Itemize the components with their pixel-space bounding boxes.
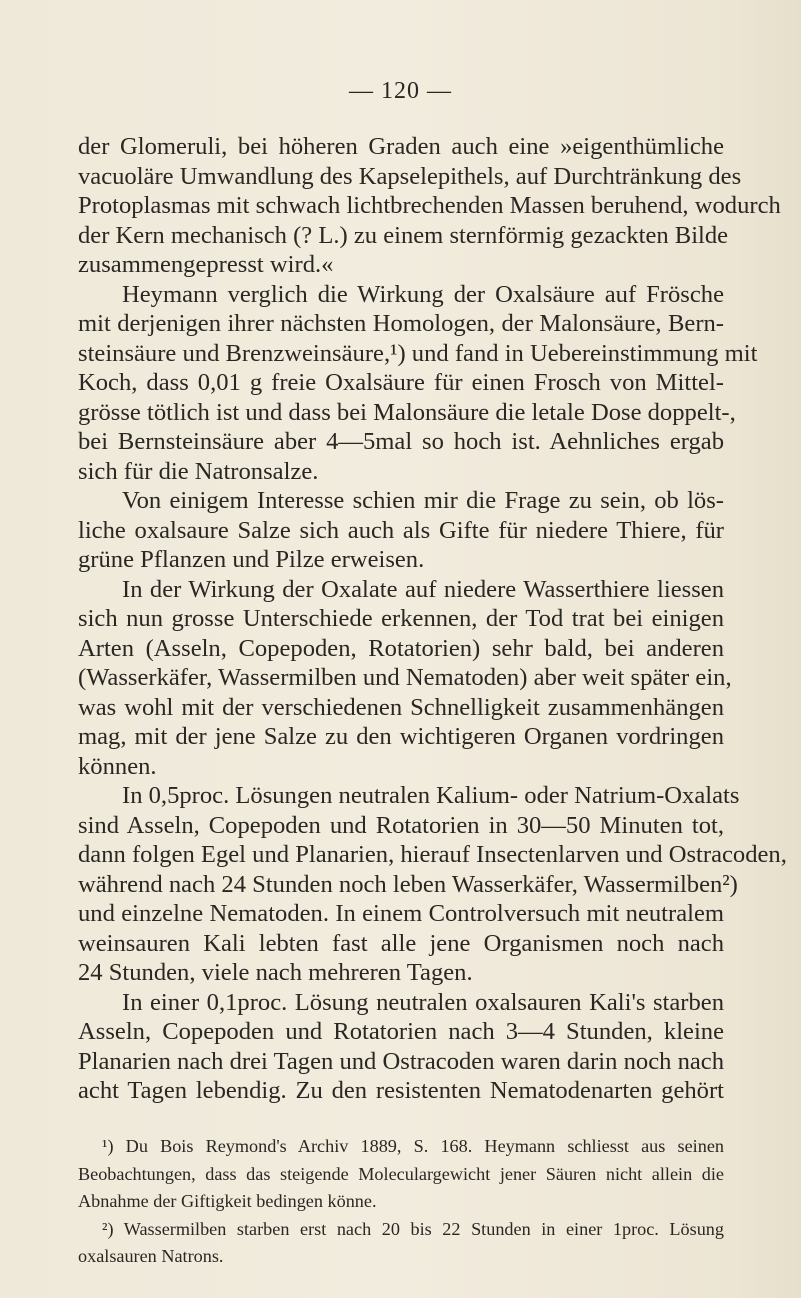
text-line: können.: [78, 752, 157, 780]
text-line: was wohl mit der verschiedenen Schnelligkeit zusammenhängen: [78, 693, 724, 721]
text-line: der Glomeruli, bei höheren Graden auch eine »eigenthümliche: [78, 133, 724, 160]
text-line: acht Tagen lebendig. Zu den resistenten Nematodenarten gehört: [78, 1077, 724, 1104]
text-line: In der Wirkung der Oxalate auf niedere Wasserthiere liessen: [122, 575, 724, 603]
text-line: bei Bernsteinsäure aber 4—5mal so hoch ist. Aehnliches ergab: [78, 428, 724, 455]
text-line: der Kern mechanisch (? L.) zu einem sternförmig gezackten Bilde: [78, 221, 729, 249]
text-line: Heymann verglich die Wirkung der Oxalsäure auf Frösche: [122, 280, 724, 308]
footnote-line: ²) Wassermilben starben erst nach 20 bis 22 Stunden in einer 1proc. Lösung: [102, 1218, 724, 1239]
text-line: vacuoläre Umwandlung des Kapselepithels, auf Durchtränkung des: [78, 162, 742, 190]
text-line: sich nun grosse Unterschiede erkennen, der Tod trat bei einigen: [78, 605, 724, 632]
footnote-line: ¹) Du Bois Reymond's Archiv 1889, S. 168. Heymann schliesst aus seinen: [102, 1136, 724, 1156]
text-line: zusammengepresst wird.«: [78, 251, 334, 278]
text-line: In einer 0,1proc. Lösung neutralen oxalsauren Kali's starben: [122, 988, 724, 1016]
text-line: liche oxalsaure Salze sich auch als Gifte für niedere Thiere, für: [78, 516, 724, 544]
text-line: mit derjenigen ihrer nächsten Homologen, der Malonsäure, Bern-: [78, 310, 724, 337]
text-line: steinsäure und Brenzweinsäure,¹) und fand in Uebereinstimmung mit: [78, 339, 758, 367]
text-line: Arten (Asseln, Copepoden, Rotatorien) sehr bald, bei anderen: [78, 634, 724, 662]
main-text: [78, 132, 787, 1106]
footnote-line: oxalsauren Natrons.: [78, 1246, 224, 1266]
text-line: 24 Stunden, viele nach mehreren Tagen.: [78, 959, 473, 986]
text-line: Planarien nach drei Tagen und Ostracoden waren darin noch nach: [78, 1047, 724, 1075]
text-line: dann folgen Egel und Planarien, hierauf Insectenlarven und Ostracoden,: [78, 841, 787, 868]
text-line: sich für die Natronsalze.: [78, 457, 319, 485]
text-line: Asseln, Copepoden und Rotatorien nach 3—4 Stunden, kleine: [78, 1018, 724, 1045]
text-line: Von einigem Interesse schien mir die Frage zu sein, ob lös-: [122, 487, 724, 514]
text-line: grüne Pflanzen und Pilze erweisen.: [78, 546, 425, 573]
text-line: und einzelne Nematoden. In einem Controlversuch mit neutralem: [78, 900, 724, 927]
text-line: (Wasserkäfer, Wassermilben und Nematoden) aber weit später ein,: [78, 664, 732, 691]
text-line: mag, mit der jene Salze zu den wichtigeren Organen vordringen: [78, 723, 724, 750]
text-line: grösse tötlich ist und dass bei Malonsäure die letale Dose doppelt-,: [78, 398, 736, 426]
text-line: während nach 24 Stunden noch leben Wasserkäfer, Wassermilben²): [78, 870, 738, 898]
footnote-line: Beobachtungen, dass das steigende Moleculargewicht jener Säuren nicht allein die: [78, 1163, 724, 1184]
footnote-line: Abnahme der Giftigkeit bedingen könne.: [78, 1191, 377, 1211]
text-line: Protoplasmas mit schwach lichtbrechenden Massen beruhend, wodurch: [78, 192, 781, 219]
page-number: — 120 —: [349, 78, 452, 104]
text-line: weinsauren Kali lebten fast alle jene Organismen noch nach: [78, 929, 724, 957]
text-line: Koch, dass 0,01 g freie Oxalsäure für einen Frosch von Mittel-: [78, 369, 724, 396]
text-line: sind Asseln, Copepoden und Rotatorien in 30—50 Minuten tot,: [78, 811, 724, 839]
footnotes: [78, 1133, 724, 1271]
text-line: In 0,5proc. Lösungen neutralen Kalium- oder Natrium-Oxalats: [122, 782, 740, 809]
